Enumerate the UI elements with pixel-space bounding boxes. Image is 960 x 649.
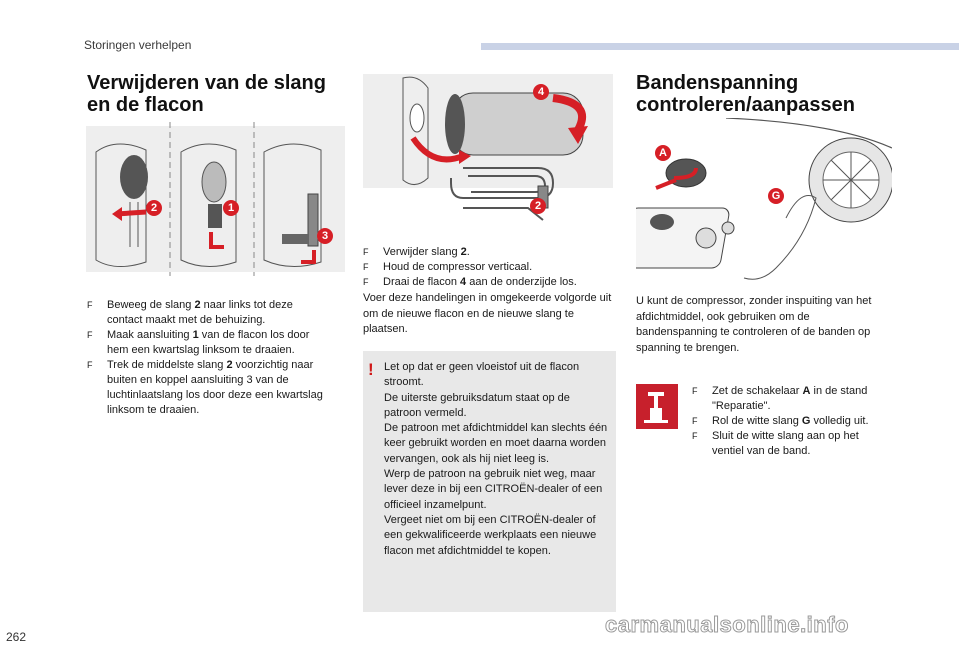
right-title-line2: controleren/aanpassen — [636, 94, 855, 116]
callout-1: 1 — [223, 200, 239, 216]
bullet-icon: F — [363, 262, 369, 272]
flacon-illustration — [363, 68, 613, 240]
right-title-line1: Bandenspanning — [636, 72, 799, 94]
header-bar — [481, 43, 959, 50]
warning-icon: ! — [368, 360, 374, 379]
callout-2b: 2 — [530, 198, 546, 214]
warning-line: Let op dat er geen vloeistof uit de flacon stroomt. — [384, 361, 580, 389]
bullet-icon: F — [363, 247, 369, 257]
hose-removal-illustration — [86, 122, 345, 276]
bullet-icon: F — [363, 277, 369, 287]
left-step-1: F Beweeg de slang 2 naar links tot deze contact maakt met de behuizing. — [87, 299, 293, 326]
bullet-icon: F — [87, 330, 93, 340]
right-step-3: F Sluit de witte slang aan op het ventiel van de band. — [692, 430, 859, 457]
warning-text — [384, 360, 610, 559]
section-title: Storingen verhelpen — [84, 38, 192, 52]
left-step-3: F Trek de middelste slang 2 voorzichtig naar buiten en koppel aansluiting 3 van de luchtinlaatslang los door deze een kwartslag linksom te draaien. — [87, 359, 323, 416]
callout-a: A — [655, 145, 671, 161]
right-step-1: F Zet de schakelaar A in de stand "Reparatie". — [692, 385, 868, 412]
middle-steps — [363, 245, 615, 290]
bullet-icon: F — [87, 300, 93, 310]
right-title — [636, 72, 855, 116]
warning-line: De uiterste gebruiksdatum staat op de patroon vermeld. — [384, 391, 570, 419]
middle-step-3: F Draai de flacon 4 aan de onderzijde los. — [363, 276, 577, 288]
left-step-2: F Maak aansluiting 1 van de flacon los door hem een kwartslag linksom te draaien. — [87, 329, 310, 356]
bullet-icon: F — [692, 416, 698, 426]
compressor-illustration — [636, 118, 892, 288]
page-number: 262 — [6, 630, 27, 644]
right-step-2: F Rol de witte slang G volledig uit. — [692, 415, 869, 427]
pump-icon — [636, 384, 678, 429]
warning-line: De patroon met afdichtmiddel kan slechts één keer gebruikt worden en moet daarna worden vervangen, ook als hij niet leeg is. — [384, 422, 608, 465]
callout-2: 2 — [146, 200, 162, 216]
warning-line: Werp de patroon na gebruik niet weg, maar lever deze in bij een CITROËN-dealer of een officieel inzamelpunt. — [384, 468, 603, 511]
callout-g: G — [768, 188, 784, 204]
bullet-icon: F — [692, 386, 698, 396]
left-steps — [87, 298, 325, 418]
watermark: carmanualsonline.info — [605, 612, 849, 637]
middle-step-1: F Verwijder slang 2. — [363, 246, 470, 258]
left-title-line2: en de flacon — [87, 94, 204, 116]
callout-3: 3 — [317, 228, 333, 244]
middle-note: Voer deze handelingen in omgekeerde volgorde uit om de nieuwe flacon en de nieuwe slang te plaatsen. — [363, 292, 612, 335]
left-title-line1: Verwijderen van de slang — [87, 72, 326, 94]
right-intro: U kunt de compressor, zonder inspuiting van het afdichtmiddel, ook gebruiken om de bandenspanning te controleren of de banden op spanning te brengen. — [636, 295, 872, 354]
pump-icon-box — [636, 384, 678, 429]
left-title — [87, 72, 326, 116]
right-steps — [692, 384, 892, 459]
bullet-icon: F — [692, 431, 698, 441]
middle-step-2: F Houd de compressor verticaal. — [363, 261, 533, 273]
callout-4: 4 — [533, 84, 549, 100]
warning-line: Vergeet niet om bij een CITROËN-dealer of een gekwalificeerde werkplaats een nieuwe flacon met afdichtmiddel te kopen. — [384, 513, 597, 557]
bullet-icon: F — [87, 360, 93, 370]
